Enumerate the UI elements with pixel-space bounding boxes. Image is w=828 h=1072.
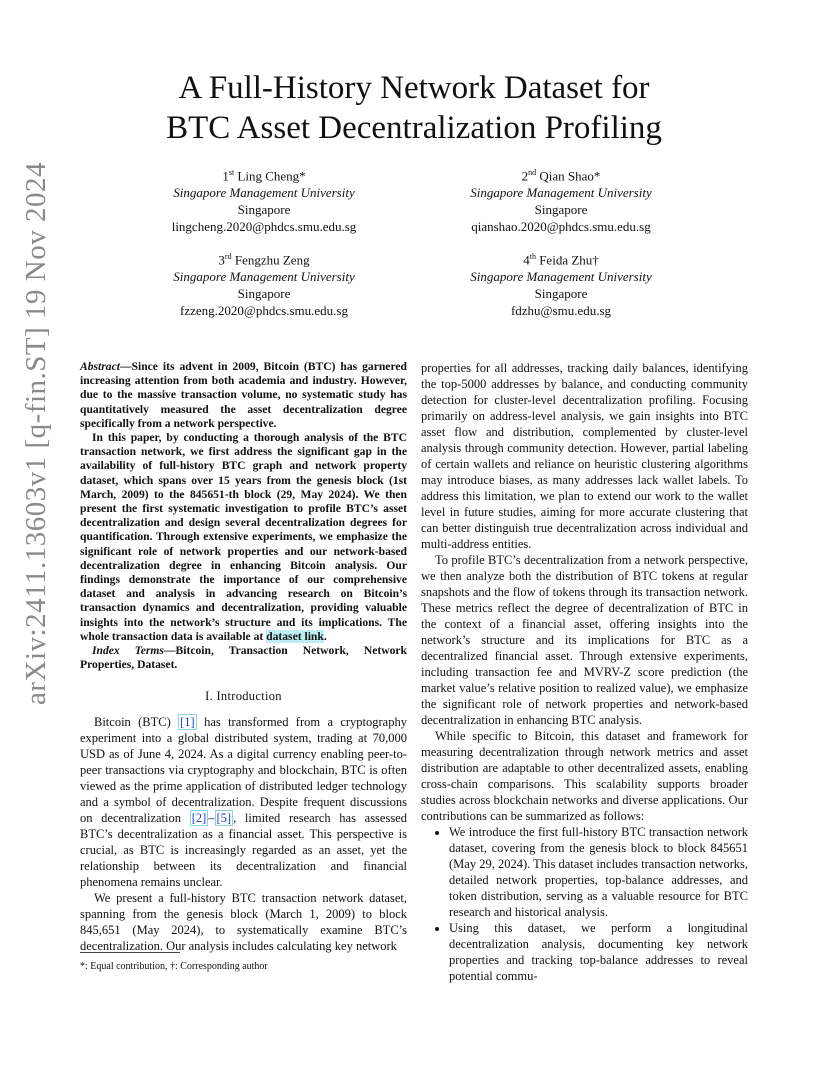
author-ordinal: 3 [218,252,225,268]
author-block-1 [134,164,394,235]
author-block-2 [431,164,691,235]
author-ordinal: 1 [222,168,229,184]
index-terms-lead: Index Terms [92,644,164,658]
list-item: • We introduce the first full-history BTC transaction network dataset, covering from the genesis block to block 845651 (May 29, 2024). This dataset includes transaction networks, detailed network properties, top-balance addresses, and token distribution, serving as a valuable resource for BTC research and historical analysis. [449,824,748,920]
contributions-list [421,824,748,984]
section-heading-introduction: I. Introduction [205,689,282,704]
abstract-text-1: —Since its advent in 2009, Bitcoin (BTC) has garnered increasing attention from both academia and industry. However, due to the massive transaction volume, no systematic study has quantitatively measured the asset decentralization degree specifically from a network perspective. [80,360,407,430]
author-affiliation: Singapore Management University [470,269,652,285]
index-terms-text: —Bitcoin, Transaction Network, Network Properties, Dataset. [80,644,407,672]
right-paragraph-3: While specific to Bitcoin, this dataset and framework for measuring decentralization through network metrics and asset distribution are adaptable to other decentralized assets, enabling cross-chain comparisons. This scalability supports broader studies across blockchain networks and diverse applications. Our contributions can be summarized as follows: [421,729,748,823]
abstract-lead: Abstract [80,360,120,373]
abstract-text-2-end: . [323,629,327,643]
author-name: Feida Zhu† [539,252,599,268]
author-block-4 [431,248,691,319]
title-line-1: A Full-History Network Dataset for [178,70,650,106]
author-affiliation: Singapore Management University [470,185,652,201]
footnote-rule [80,952,180,953]
author-email[interactable]: fzzeng.2020@phdcs.smu.edu.sg [180,303,348,319]
author-email[interactable]: fdzhu@smu.edu.sg [510,303,612,319]
author-ordinal-suffix: rd [224,252,232,261]
index-terms [80,644,407,672]
arxiv-stamp: arXiv:2411.13603v1 [q-fin.ST] 19 Nov 2024 [20,162,52,705]
intro-text: has transformed from a cryptography experiment into a global distributed system, trading at 70,000 USD as of June 4, 2024. As a digital currency enabling peer-to-peer transactions via cryptography and blockchain, BTC is often viewed as the prime application of distributed ledger technology and a symbol of decentralization. Despite frequent discussions on decentralization [80,715,407,826]
abstract-paragraph-1 [80,360,407,431]
list-item: • Using this dataset, we perform a longitudinal decentralization analysis, documenting key network properties and tracking top-balance addresses to reveal potential commu- [449,920,748,984]
right-paragraph-1: properties for all addresses, tracking daily balances, identifying the top-5000 addresses by balance, and conducting community detection for cluster-level decentralization profiling. Focusing primarily on address-level analysis, we gain insights into BTC asset flow and distribution, complemented by cluster-level analysis through community detection. However, partial labeling of certain wallets and reliance on heuristic clustering algorithms may introduce biases, as many addresses lack wallet labels. To address this limitation, we plan to extend our work to the wallet level in future studies, aiming for more accurate clustering that can better distinguish true decentralization across individual and multi-address entities. [421,361,748,551]
author-email[interactable]: lingcheng.2020@phdcs.smu.edu.sg [171,219,357,235]
author-ordinal-suffix: th [529,252,536,261]
citation-link[interactable]: [1] [180,715,195,730]
abstract-text-2: In this paper, by conducting a thorough analysis of the BTC transaction network, we first address the significant gap in the availability of full-history BTC graph and network property dataset, which spans over 15 years from the genesis block (1st March, 2009) to the 845651-th block (29, May 2024). We then present the first systematic investigation to profile BTC’s asset decentralization and design several decentralization degrees for quantification. Through extensive experiments, we emphasize the significant role of network properties and our network-based decentralization degree in enhancing Bitcoin analysis. Our findings demonstrate the importance of our comprehensive dataset and analysis in advancing research on Bitcoin’s transaction dynamics and decentralization, providing valuable insights into the network’s structure and its implications. The whole transaction data is available at [80,431,407,643]
author-email[interactable]: qianshao.2020@phdcs.smu.edu.sg [471,219,651,235]
author-affiliation: Singapore Management University [173,269,355,285]
author-ordinal-suffix: st [228,168,235,177]
paper-title [120,68,708,148]
intro-text: Bitcoin (BTC) [94,715,179,730]
citation-link[interactable]: [2] [191,811,207,826]
author-location: Singapore [534,202,588,218]
author-name: Ling Cheng* [237,168,306,184]
intro-text: , limited research has assessed BTC’s decentralization as a financial asset. This perspective is crucial, as BTC is increasingly regarded as an asset, yet the relationship between its decentralization and financial phenomena remains unclear. [80,811,407,890]
dataset-link[interactable]: dataset link [266,629,324,643]
left-column [80,360,407,954]
abstract-paragraph-2 [80,431,407,644]
author-ordinal: 2 [521,168,529,184]
abstract [80,360,407,672]
intro-paragraph-1 [80,714,407,890]
author-block-3 [134,248,394,319]
author-ordinal-suffix: nd [528,168,537,177]
intro-paragraph-2: We present a full-history BTC transaction network dataset, spanning from the genesis block (March 1, 2009) to block 845,651 (May 2024), to systematically examine BTC’s decentralization. Our analysis includes calculating key network [80,891,407,954]
citation-link[interactable]: [5] [216,811,232,826]
author-name: Qian Shao* [539,168,601,184]
right-paragraph-2: To profile BTC’s decentralization from a network perspective, we then analyze both the distribution of BTC tokens at regular snapshots and the flow of tokens through its transaction network. These metrics reflect the degree of decentralization of BTC in the context of a financial asset, offering insights into the network’s structure and its implications for BTC as a decentralized financial asset. Through extensive experiments, including transaction fee and MVRV-Z score prediction (the market value’s relative position to realized value), we emphasize the significant role of network properties and network-based decentralization in enhancing BTC analysis. [421,553,748,727]
author-affiliation: Singapore Management University [173,185,355,201]
right-column [421,360,748,984]
author-name: Fengzhu Zeng [234,252,310,268]
title-line-2: BTC Asset Decentralization Profiling [166,110,662,146]
citation-range-dash: – [208,811,215,826]
author-location: Singapore [534,286,588,302]
author-ordinal: 4 [523,252,530,268]
author-location: Singapore [237,202,291,218]
footnote: *: Equal contribution, †: Corresponding author [80,961,268,972]
author-location: Singapore [237,286,291,302]
